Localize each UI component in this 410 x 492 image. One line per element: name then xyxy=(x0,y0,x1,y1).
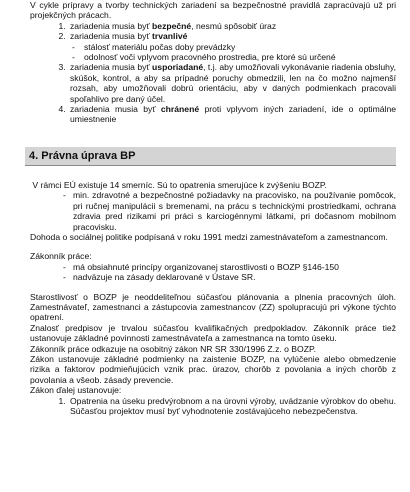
requirement-text: , nesmú spôsobiť úraz xyxy=(191,20,277,31)
requirement-subitem: - stálosť materiálu počas doby prevádzky xyxy=(70,42,396,52)
requirement-keyword: chránené xyxy=(160,104,200,115)
requirements-list xyxy=(30,21,396,125)
requirement-item xyxy=(68,62,396,104)
provisions-list xyxy=(30,396,396,417)
social-policy-paragraph: Dohoda o sociálnej politike podpísaná v roku 1991 medzi zamestnávateľom a zamestnancom. xyxy=(30,231,388,242)
labour-code-title: Zákonník práce: xyxy=(30,251,92,262)
labour-code-item: - má obsiahnuté princípy organizovanej starostlivosti o BOZP §146-150 xyxy=(63,262,396,272)
labour-code-item: - nadväzuje na zásady deklarované v Ústave SR. xyxy=(63,272,396,282)
directives-list xyxy=(63,190,396,232)
provision-item: 1. Opatrenia na úseku predvýrobnom a na úrovni výroby, uvádzanie výrobkov do obehu. Súčasťou projektov musí byť vyhodnotenie zostávajúceho nebezpečenstva. xyxy=(68,396,396,417)
requirement-text: , t.j. aby umožňovali vykonávanie riadenia obsluhy, skúšok, kontrol, a aby sa prípadné poruchy obmedzili, len na čo možno najmenší rozsah, aby umožňovali dobrú orientáciu, aby v daných podmienkach pracovali spoľahlivo pre daný účel. xyxy=(70,62,396,104)
directives-intro: V rámci EÚ existuje 14 smerníc. Sú to opatrenia smerujúce k zvýšeniu BOZP. xyxy=(30,179,327,190)
body-paragraph: Zákonník práce odkazuje na osobitný zákon NR SR 330/1996 Z.z. o BOZP. xyxy=(30,343,316,354)
requirement-item xyxy=(68,21,396,31)
requirement-text: zariadenia musia byť xyxy=(70,20,153,31)
section-title: Právna úprava BP xyxy=(41,149,136,162)
intro-paragraph: V cykle prípravy a tvorby technických zariadení sa bezpečnostné pravidlá zapracúvajú už pri projekčných prácach. xyxy=(30,0,396,21)
section-number: 4. xyxy=(29,149,39,162)
requirement-text: zariadenia musia byť xyxy=(70,31,153,42)
section-heading xyxy=(25,147,396,166)
requirement-keyword: usporiadané xyxy=(152,62,204,73)
labour-code-list-wrap xyxy=(30,262,396,283)
body-paragraph: Znalosť predpisov je trvalou súčasťou kvalifikačných predpokladov. Zákonník práce tiež ustanovuje základné povinnosti zamestnávateľa a zamestnanca na tomto úseku. xyxy=(30,322,396,344)
body-paragraph: Zákon ustanovuje základné podmienky na zaistenie BOZP, na vylúčenie alebo obmedzenie rizika a faktorov podmieňujúcich vznik prac. úrazov, chorôb z povolania a iných chorôb z povolania a všeob. zásady prevencie. xyxy=(30,353,396,385)
requirement-keyword: trvanlivé xyxy=(152,31,188,42)
requirement-keyword: bezpečné xyxy=(152,20,192,31)
requirement-item xyxy=(68,104,396,125)
requirement-subitem: - odolnosť voči vplyvom pracovného prostredia, pre ktoré sú určené xyxy=(70,52,396,62)
requirement-item xyxy=(68,31,396,62)
body-paragraph: Starostlivosť o BOZP je neoddeliteľnou súčasťou plánovania a plnenia pracovných úloh. Zamestnávateľ, zamestnanci a zástupcovia zamestnancov (ZZ) spolupracujú pri výkone týchto opatrení. xyxy=(30,291,396,323)
requirement-sublist xyxy=(70,42,396,63)
labour-code-list xyxy=(63,262,396,283)
body-paragraph: Zákon ďalej ustanovuje: xyxy=(30,385,122,396)
requirement-text: zariadenia musia byť xyxy=(70,104,161,115)
requirement-text: proti vplyvom iných zariadení, ide o optimálne umiestnenie xyxy=(70,104,396,125)
requirement-text: zariadenia musia byť xyxy=(70,62,153,73)
directives-list-wrap xyxy=(30,190,396,232)
directive-item: - min. zdravotné a bezpečnostné požiadavky na pracovisko, na používanie pomôcok, pri ručnej manipulácii s bremenami, na prácu s technickými prostriedkami, ochrana zdravia pred rizikami pri práci s karciogénnymi látkami, pri dočasnom mobilnom pracovisku. xyxy=(63,190,396,232)
